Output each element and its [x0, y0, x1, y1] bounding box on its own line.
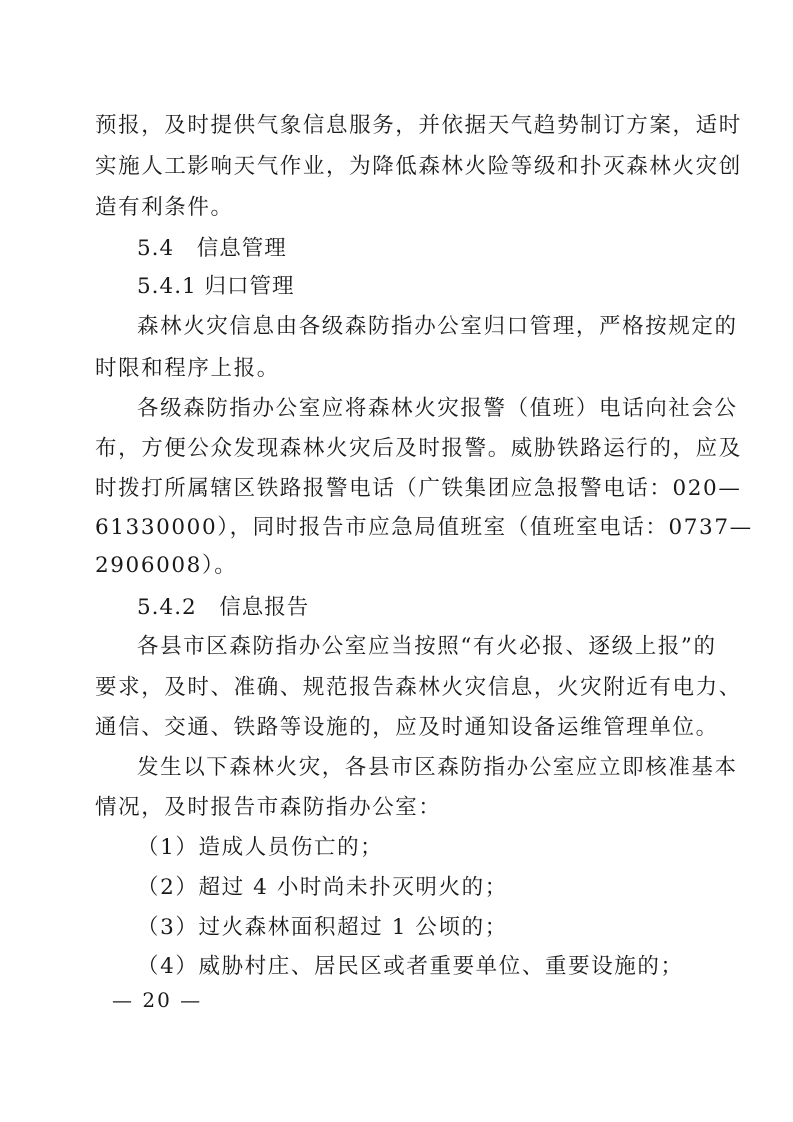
- section-heading: 5.4 信息管理: [137, 236, 287, 261]
- list-item: （3）过火森林面积超过 1 公顷的；: [137, 915, 508, 940]
- text-line: 造有利条件。: [95, 195, 234, 220]
- subsection-heading: 5.4.1 归口管理: [137, 274, 295, 299]
- text-line: 各级森防指办公室应将森林火灾报警（值班）电话向社会公: [137, 396, 738, 421]
- text-line: 各县市区森防指办公室应当按照“有火必报、逐级上报”的: [137, 634, 717, 659]
- subsection-heading: 5.4.2 信息报告: [137, 595, 310, 620]
- text-line: 时拨打所属辖区铁路报警电话（广铁集团应急报警电话：020—: [95, 476, 742, 501]
- text-line: 通信、交通、铁路等设施的，应及时通知设备运维管理单位。: [95, 715, 719, 740]
- list-item: （1）造成人员伤亡的；: [137, 835, 384, 860]
- list-item: （4）威胁村庄、居民区或者重要单位、重要设施的；: [137, 954, 684, 979]
- list-item: （2）超过 4 小时尚未扑灭明火的；: [137, 875, 508, 900]
- text-line: 时限和程序上报。: [95, 356, 280, 381]
- text-line: 布，方便公众发现森林火灾后及时报警。威胁铁路运行的，应及: [95, 436, 742, 461]
- text-line: 实施人工影响天气作业，为降低森林火险等级和扑灭森林火灾创: [95, 154, 742, 179]
- text-line: 情况，及时报告市森防指办公室：: [95, 795, 442, 820]
- text-line: 预报，及时提供气象信息服务，并依据天气趋势制订方案，适时: [95, 113, 742, 138]
- text-line: 2906008）。: [95, 553, 238, 578]
- text-line: 61330000），同时报告市应急局值班室（值班室电话：0737—: [95, 515, 753, 540]
- text-line: 要求，及时、准确、规范报告森林火灾信息，火灾附近有电力、: [95, 675, 742, 700]
- text-line: 森林火灾信息由各级森防指办公室归口管理，严格按规定的: [137, 314, 738, 339]
- text-line: 发生以下森林火灾，各县市区森防指办公室应立即核准基本: [137, 755, 738, 780]
- page-number: — 20 —: [112, 988, 203, 1012]
